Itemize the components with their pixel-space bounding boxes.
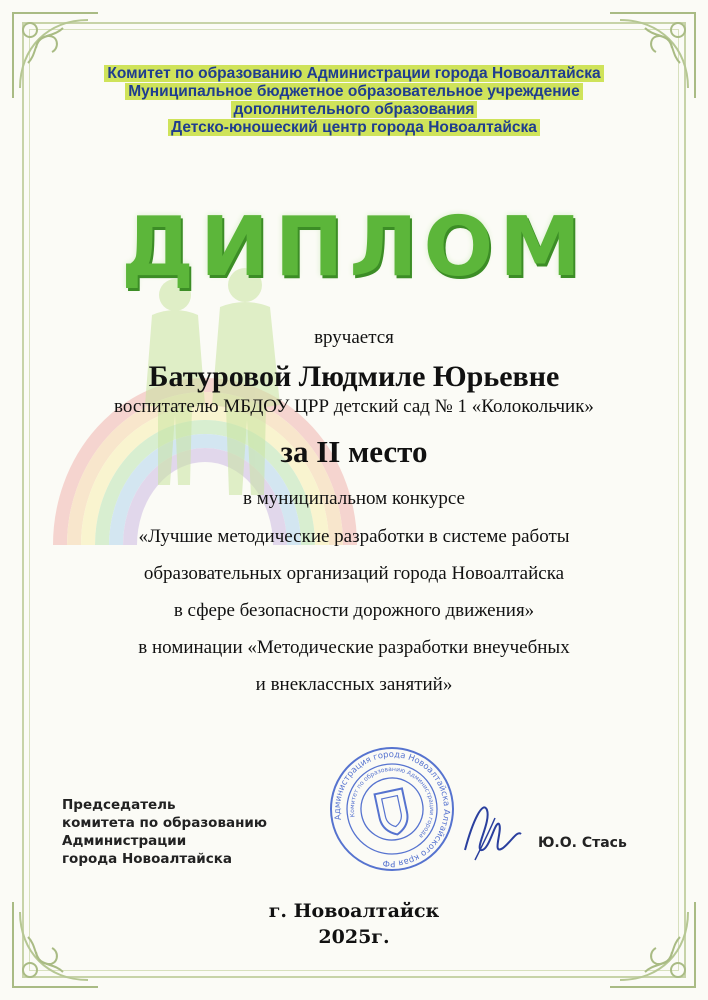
nomination-line-1: в номинации «Методические разработки внеучебных bbox=[138, 637, 570, 658]
header-line-2: Муниципальное бюджетное образовательное учреждение bbox=[0, 83, 708, 101]
contest-name-line-2: образовательных организаций города Новоалтайска bbox=[143, 563, 565, 584]
signatory-line-3: Администрации bbox=[62, 833, 187, 849]
signatory-line-2: комитета по образованию bbox=[62, 815, 268, 831]
seal-outer-text: Администрация города Новоалтайска Алтайского края РФ bbox=[332, 749, 452, 869]
signatory-line-1: Председатель bbox=[62, 797, 176, 813]
footer-city: г. Новоалтайск bbox=[268, 900, 440, 922]
seal-inner-text: Комитет по образованию Администрации города bbox=[348, 765, 436, 840]
footer-year: 2025г. bbox=[318, 926, 390, 948]
header-line-1: Комитет по образованию Администрации города Новоалтайска bbox=[0, 65, 708, 83]
awarded-text: вручается bbox=[314, 327, 394, 348]
recipient-position: воспитателю МБДОУ ЦРР детский сад № 1 «Колокольчик» bbox=[114, 396, 594, 417]
header-line-4: Детско-юношеский центр города Новоалтайска bbox=[0, 119, 708, 137]
nomination-line-2: и внеклассных занятий» bbox=[255, 674, 453, 695]
contest-name-line-3: в сфере безопасности дорожного движения» bbox=[173, 600, 535, 621]
contest-intro: в муниципальном конкурсе bbox=[243, 488, 465, 509]
handwritten-signature bbox=[455, 790, 525, 870]
recipient-name: Батуровой Людмиле Юрьевне bbox=[148, 360, 560, 393]
diploma-title: ДИПЛОМ bbox=[121, 200, 587, 295]
signatory-line-4: города Новоалтайска bbox=[62, 851, 233, 867]
contest-name-line-1: «Лучшие методические разработки в системе работы bbox=[138, 526, 570, 547]
place-awarded: за II место bbox=[280, 434, 428, 469]
official-seal-icon bbox=[328, 745, 456, 873]
signatory-name: Ю.О. Стась bbox=[538, 835, 627, 851]
signatory-title bbox=[62, 796, 267, 868]
header-line-3: дополнительного образования bbox=[0, 101, 708, 119]
